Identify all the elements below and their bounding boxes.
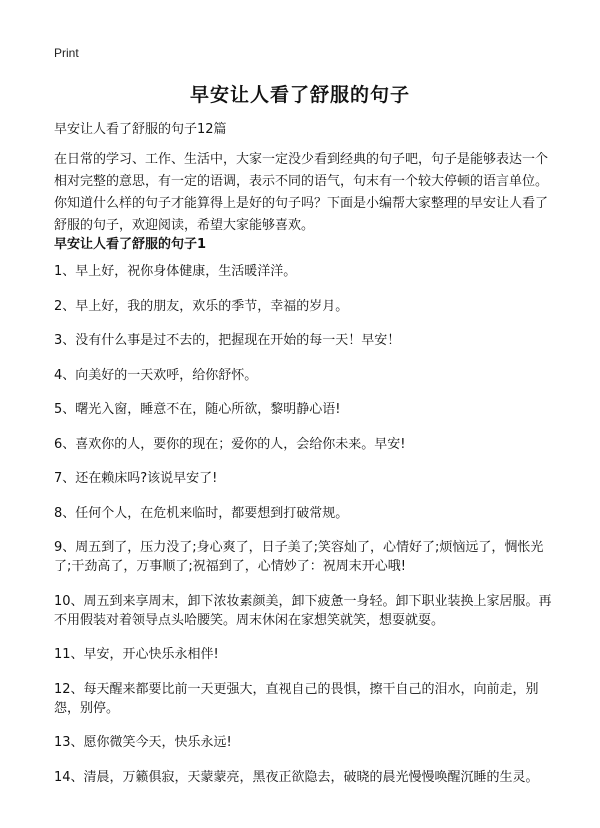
intro-paragraph: 在日常的学习、工作、生活中，大家一定没少看到经典的句子吧，句子是能够表达一个相对完整的意思，有一定的语调，表示不同的语气，句末有一个较大停顿的语言单位。你知道什么样的句子才能算得上是好的句子吗？下面是小编帮大家整理的早安让人看了舒服的句子，欢迎阅读，希望大家能够喜欢。 xyxy=(54,152,549,233)
sentence-item: 2、早上好，我的朋友，欢乐的季节，幸福的岁月。 xyxy=(54,298,349,314)
sentence-item: 11、早安，开心快乐永相伴! xyxy=(54,647,219,662)
subtitle: 早安让人看了舒服的句子12篇 xyxy=(54,122,227,137)
section-heading: 早安让人看了舒服的句子1 xyxy=(54,237,207,252)
sentence-item: 13、愿你微笑今天，快乐永远! xyxy=(54,735,232,750)
sentence-item: 12、每天醒来都要比前一天更强大，直视自己的畏惧，擦干自己的泪水，向前走，别怨，别停。 xyxy=(54,681,539,716)
sentence-item: 7、还在赖床吗?该说早安了! xyxy=(54,471,218,486)
page-title: 早安让人看了舒服的句子 xyxy=(189,84,410,106)
sentence-item: 3、没有什么事是过不去的，把握现在开始的每一天！早安！ xyxy=(54,333,401,348)
sentence-item: 14、清晨，万籁俱寂，天蒙蒙亮，黑夜正欲隐去，破晓的晨光慢慢唤醒沉睡的生灵。 xyxy=(54,769,539,785)
sentence-item: 10、周五到来享周末，卸下浓妆素颜美，卸下疲惫一身轻。卸下职业装换上家居服。再不用假装对着领导点头哈腰笑。周末休闲在家想笑就笑，想耍就耍。 xyxy=(54,593,552,628)
sentence-item: 5、曙光入窗，睡意不在，随心所欲，黎明静心语! xyxy=(54,402,341,417)
sentence-item: 9、周五到了，压力没了;身心爽了，日子美了;笑容灿了，心情好了;烦恼远了，惆怅光了;干劲高了，万事顺了;祝福到了，心情妙了：祝周末开心哦! xyxy=(54,540,544,574)
sentence-item: 8、任何个人，在危机来临时，都要想到打破常规。 xyxy=(54,505,349,521)
sentence-item: 4、向美好的一天欢呼，给你舒怀。 xyxy=(54,367,258,383)
sentence-list xyxy=(54,262,552,802)
sentence-item: 6、喜欢你的人，要你的现在；爱你的人，会给你未来。早安! xyxy=(54,436,406,452)
sentence-item: 1、早上好，祝你身体健康，生活暖洋洋。 xyxy=(54,264,297,279)
print-label: Print xyxy=(54,46,79,60)
